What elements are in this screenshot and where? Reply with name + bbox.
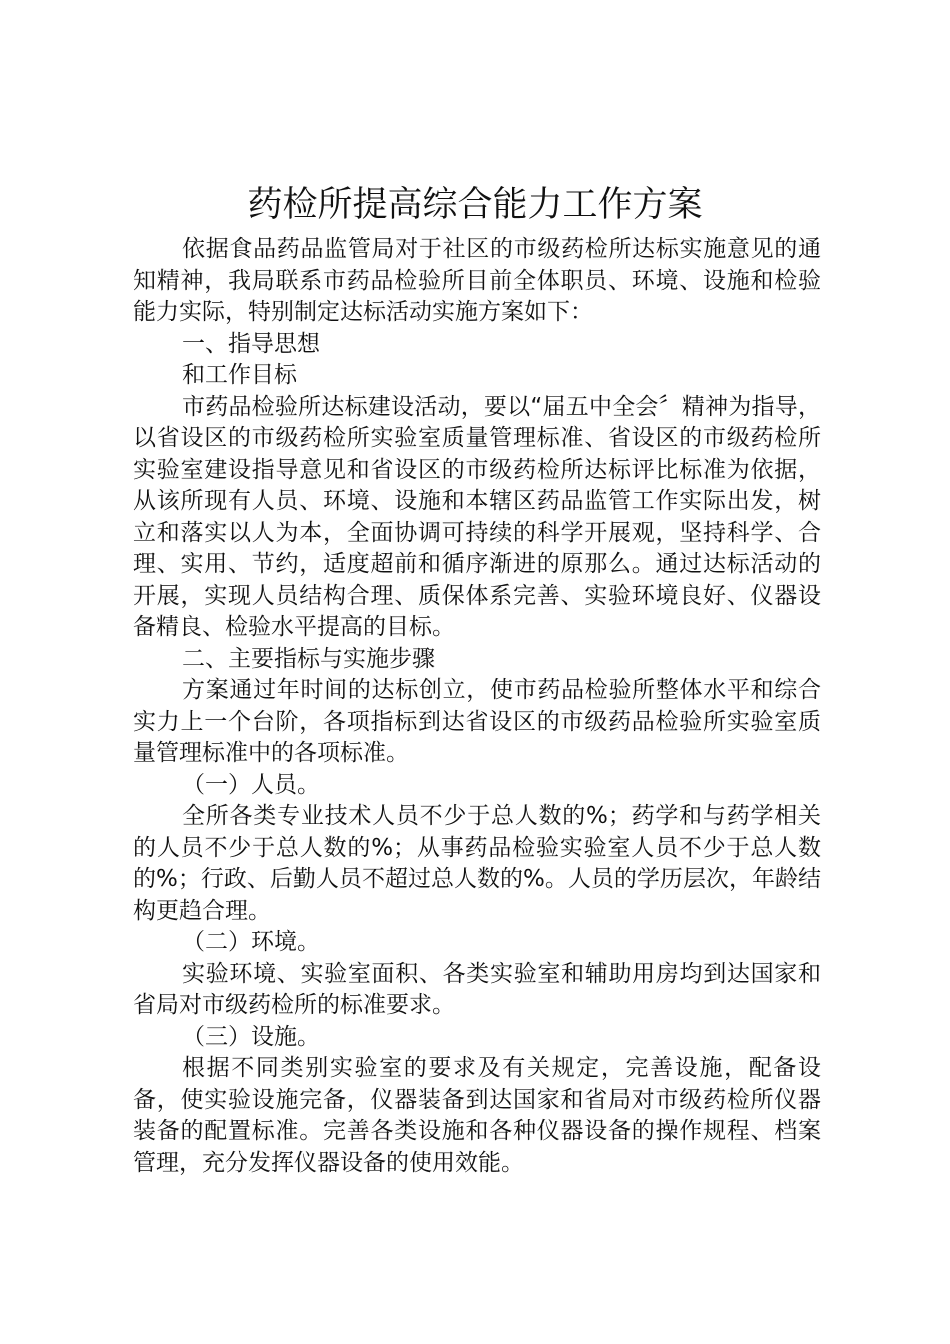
section-heading-guiding-thought: 一、指导思想 [182,330,320,357]
section-heading-work-goal: 和工作目标 [182,362,297,388]
subheading-environment: （二）环境。 [182,929,320,955]
document-body [133,234,821,1179]
paragraph-facilities: 根据不同类别实验室的要求及有关规定，完善设施，配备设备，使实验设施完备，仪器装备到达国家和省局对市级药检所仪器装备的配置标准。完善各类设施和各种仪器设备的操作规程、档案管理，充分发挥仪器设备的使用效能。 [133,1055,821,1176]
subheading-personnel: （一）人员。 [182,771,320,798]
paragraph-goals: 市药品检验所达标建设活动，要以“届五中全会〞精神为指导，以省设区的市级药检所实验室质量管理标准、省设区的市级药检所实验室建设指导意见和省设区的市级药检所达标评比标准为依据，从该所现有人员、环境、设施和本辖区药品监管工作实际出发，树立和落实以人为本，全面协调可持续的科学开展观，坚持科学、合理、实用、节约，适度超前和循序渐进的原那么。通过达标活动的开展，实现人员结构合理、质保体系完善、实验环境良好、仪器设备精良、检验水平提高的目标。 [133,393,821,640]
paragraph-intro: 依据食品药品监管局对于社区的市级药检所达标实施意见的通知精神，我局联系市药品检验所目前全体职员、环境、设施和检验能力实际，特别制定达标活动实施方案如下： [133,236,821,325]
paragraph-plan: 方案通过年时间的达标创立，使市药品检验所整体水平和综合实力上一个台阶，各项指标到达省设区的市级药品检验所实验室质量管理标准中的各项标准。 [133,677,821,766]
section-heading-main-indicators: 二、主要指标与实施步骤 [182,645,435,672]
document-title: 药检所提高综合能力工作方案 [247,185,703,225]
subheading-facilities: （三）设施。 [182,1023,320,1050]
paragraph-personnel: 全所各类专业技术人员不少于总人数的%；药学和与药学相关的人员不少于总人数的%；从事药品检验实验室人员不少于总人数的%；行政、后勤人员不超过总人数的%。人员的学历层次，年龄结构更趋合理。 [133,803,821,924]
paragraph-environment: 实验环境、实验室面积、各类实验室和辅助用房均到达国家和省局对市级药检所的标准要求。 [133,960,821,1018]
